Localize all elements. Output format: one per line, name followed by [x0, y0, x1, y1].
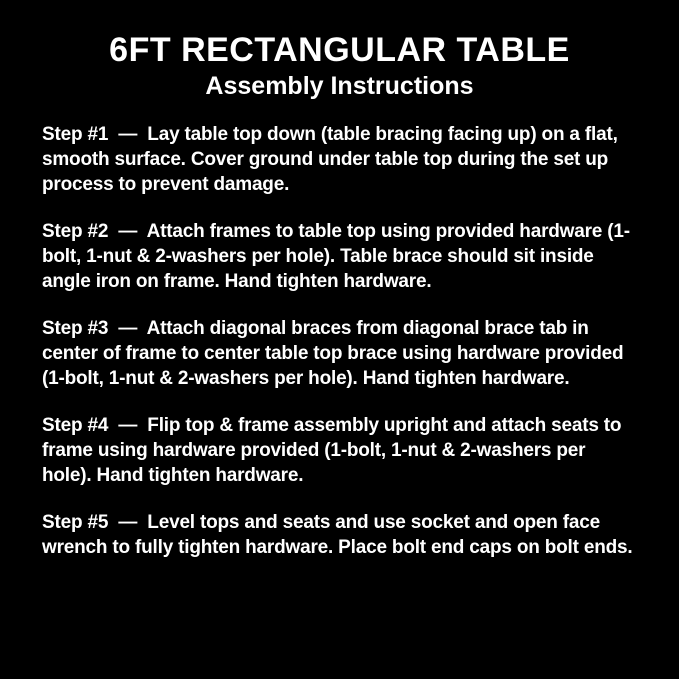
page-title: 6FT RECTANGULAR TABLE: [109, 31, 570, 69]
step-paragraph-2: Step #2 — Attach frames to table top using provided hardware (1-bolt, 1-nut & 2-washers per hole). Table brace should sit inside angle iron on frame. Hand tighten hardware.: [42, 221, 630, 292]
step-paragraph-1: Step #1 — Lay table top down (table bracing facing up) on a flat, smooth surface. Cover ground under table top during the set up process to prevent damage.: [42, 124, 623, 195]
step-paragraph-4: Step #4 — Flip top & frame assembly upright and attach seats to frame using hardware provided (1-bolt, 1-nut & 2-washers per hole). Hand tighten hardware.: [42, 415, 627, 486]
step-paragraph-3: Step #3 — Attach diagonal braces from diagonal brace tab in center of frame to center table top brace using hardware provided (1-bolt, 1-nut & 2-washers per hole). Hand tighten hardware.: [42, 318, 629, 389]
page-subtitle: Assembly Instructions: [205, 72, 474, 100]
step-paragraph-5: Step #5 — Level tops and seats and use socket and open face wrench to fully tighten hardware. Place bolt end caps on bolt ends.: [42, 512, 633, 558]
